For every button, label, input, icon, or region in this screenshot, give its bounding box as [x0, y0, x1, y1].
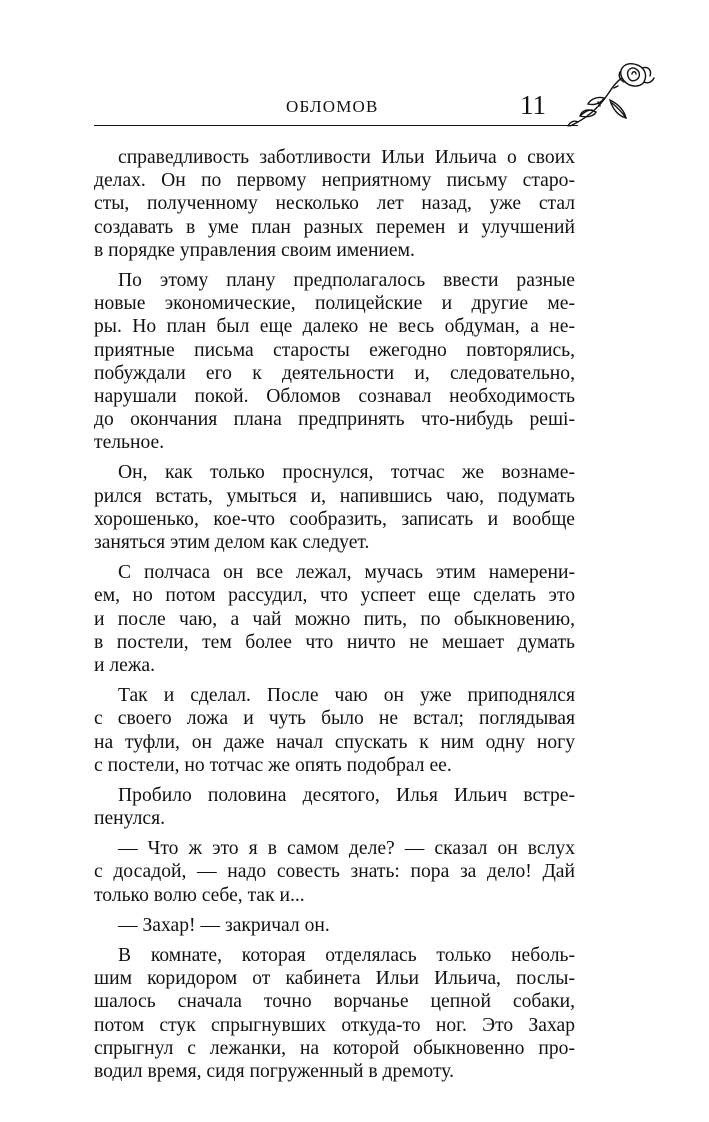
text-line: с досадой, — надо совесть знать: пора за дело! Дай — [94, 861, 575, 883]
text-line: в порядке управления своим имением. — [94, 239, 415, 261]
text-line: на туфли, он даже начал спускать к ним одну ногу — [94, 731, 575, 753]
text-line: и лежа. — [94, 654, 155, 676]
paragraph — [94, 784, 575, 830]
text-line: ры. Но план был еще далеко не весь обдуман, а не- — [94, 316, 575, 338]
paragraph — [94, 837, 575, 907]
paragraph — [94, 914, 575, 937]
text-line: рился встать, умыться и, напившись чаю, подумать — [94, 485, 575, 507]
text-line: новые экономические, полицейские и другие ме- — [94, 293, 575, 315]
text-line: шалось сначала точно ворчанье цепной собаки, — [94, 991, 575, 1013]
paragraph — [94, 684, 575, 777]
text-line: пенулся. — [94, 808, 165, 830]
text-line: нарушали покой. Обломов сознавал необходимость — [94, 385, 575, 407]
text-line: в постели, тем более что ничто не мешает думать — [94, 631, 575, 653]
paragraph — [94, 944, 575, 1083]
text-line: побуждали его к деятельности и, следовательно, — [94, 362, 575, 384]
text-line: справедливость заботливости Ильи Ильича о своих — [118, 147, 575, 168]
text-line: создавать в уме план разных перемен и улучшений — [94, 216, 575, 238]
text-line: ем, но потом рассудил, что успеет еще сделать это — [94, 585, 575, 607]
text-line: шим коридором от кабинета Ильи Ильича, послы- — [94, 968, 575, 990]
page-header — [94, 60, 690, 132]
paragraph — [94, 146, 575, 262]
text-line: водил время, сидя погруженный в дремоту. — [94, 1060, 454, 1082]
text-line: хорошенько, кое-что сообразить, записать и вообще — [94, 508, 575, 530]
text-line: с своего ложа и чуть было не встал; поглядывая — [94, 708, 575, 730]
body-text — [94, 146, 575, 1090]
text-line: В комнате, которая отделялась только неболь- — [118, 945, 575, 966]
text-line: только волю себе, так и... — [94, 884, 305, 906]
text-line: и после чаю, а чай можно пить, по обыкновению, — [94, 608, 575, 630]
header-rule — [94, 125, 578, 126]
text-line: приятные письма старосты ежегодно повторялись, — [94, 339, 575, 361]
text-line: Пробило половина десятого, Илья Ильич встре- — [118, 784, 575, 806]
text-line: — Захар! — закричал он. — [118, 914, 330, 936]
text-line: сты, полученному несколько лет назад, уже стал — [94, 193, 575, 215]
text-line: делах. Он по первому неприятному письму старо- — [94, 170, 575, 192]
paragraph — [94, 461, 575, 554]
text-line: потом стук спрыгнувших откуда-то ног. Это Захар — [94, 1014, 575, 1036]
rose-icon — [548, 60, 678, 132]
text-line: Он, как только проснулся, тотчас же вознаме- — [118, 462, 575, 484]
text-line: до окончания плана предпринять что-нибудь решi- — [94, 409, 575, 431]
text-line: с постели, но тотчас же опять подобрал ее. — [94, 754, 452, 776]
text-line: спрыгнул с лежанки, на которой обыкновенно про- — [94, 1037, 575, 1059]
text-line: С полчаса он все лежал, мучась этим намерени- — [118, 562, 575, 584]
text-line: Так и сделал. После чаю он уже приподнялся — [118, 685, 575, 707]
text-line: заняться этим делом как следует. — [94, 532, 370, 553]
text-line: По этому плану предполагалось ввести разные — [118, 269, 575, 291]
paragraph — [94, 561, 575, 677]
text-line: тельное. — [94, 432, 165, 454]
paragraph — [94, 269, 575, 455]
running-title: ОБЛОМОВ — [286, 97, 379, 116]
text-line: — Что ж это я в самом деле? — сказал он вслух — [118, 838, 575, 860]
page-number: 11 — [520, 90, 546, 120]
